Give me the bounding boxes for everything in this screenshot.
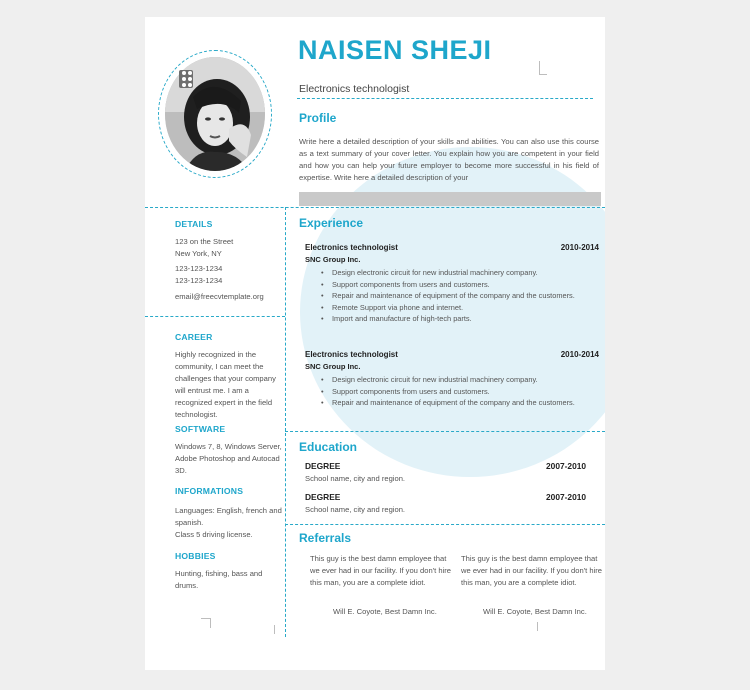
phone-1: 123-123-1234: [175, 264, 223, 273]
email: email@freecvtemplate.org: [175, 292, 264, 301]
details-heading: DETAILS: [175, 219, 213, 229]
job-company-2: SNC Group Inc.: [305, 362, 361, 371]
job-title-1: Electronics technologist: [305, 243, 398, 252]
referrals-divider: [285, 524, 605, 525]
software-heading: SOFTWARE: [175, 424, 226, 434]
informations-heading: INFORMATIONS: [175, 486, 244, 496]
referral-signature-1: Will E. Coyote, Best Damn Inc.: [333, 607, 437, 616]
languages-text: Languages: English, french and spanish.: [175, 506, 282, 527]
job-2-bullets: [321, 374, 591, 409]
column-divider: [285, 207, 286, 637]
resume-page: [145, 17, 605, 670]
job-title: Electronics technologist: [299, 83, 410, 95]
education-divider: [285, 431, 605, 432]
referral-text-1: This guy is the best damn employee that we ever had in our facility. If you don't hire this man, you are a complete idiot.: [310, 554, 452, 587]
degree-years-2: 2007-2010: [546, 492, 587, 502]
list-item: • Import and manufacture of high-tech parts.: [321, 313, 591, 325]
section-divider-top: [145, 207, 605, 208]
address-line-2: New York, NY: [175, 249, 222, 258]
career-text: Highly recognized in the community, I can meet the challenges that your company will entrust me. I am a recognized expert in the field technologist.: [175, 350, 276, 419]
list-item: • Remote Support via phone and internet.: [321, 302, 591, 314]
license-text: Class 5 driving license.: [175, 530, 253, 539]
referral-text-2: This guy is the best damn employee that we ever had in our facility. If you don't hire this man, you are a complete idiot.: [461, 554, 603, 587]
list-item: • Repair and maintenance of equipment of the company and the customers.: [321, 397, 591, 409]
profile-heading: Profile: [299, 111, 337, 125]
experience-heading: Experience: [299, 216, 364, 230]
list-item: • Design electronic circuit for new industrial machinery company.: [321, 267, 591, 279]
crop-mark: [274, 625, 275, 634]
job-title-2: Electronics technologist: [305, 350, 398, 359]
degree-years-1: 2007-2010: [546, 461, 587, 471]
crop-mark: [201, 618, 211, 628]
crop-mark: [539, 61, 547, 75]
header-divider: [297, 98, 593, 99]
job-company-1: SNC Group Inc.: [305, 255, 361, 264]
job-years-2: 2010-2014: [560, 350, 599, 359]
profile-text: Write here a detailed description of your skills and abilities. You can also use this course as a text summary of your cover letter. You explain how you are competent in your field and how you can help your future employer to become more successful in his field of expertise. Write here a detailed description of your: [299, 137, 599, 182]
list-item: • Repair and maintenance of equipment of the company and the customers.: [321, 290, 591, 302]
school-1: School name, city and region.: [305, 474, 406, 483]
software-text: Windows 7, 8, Windows Server, Adobe Photoshop and Autocad 3D.: [175, 442, 282, 475]
education-heading: Education: [299, 440, 358, 454]
hobbies-text: Hunting, fishing, bass and drums.: [175, 569, 263, 590]
drag-handle-icon[interactable]: [179, 70, 193, 88]
list-item: • Support components from users and customers.: [321, 386, 591, 398]
list-item: • Support components from users and customers.: [321, 279, 591, 291]
career-heading: CAREER: [175, 332, 213, 342]
crop-mark: [537, 622, 538, 631]
referrals-heading: Referrals: [299, 531, 352, 545]
hobbies-heading: HOBBIES: [175, 551, 216, 561]
job-1-bullets: [321, 267, 591, 325]
address-line-1: 123 on the Street: [175, 237, 234, 246]
job-years-1: 2010-2014: [560, 243, 599, 252]
referral-signature-2: Will E. Coyote, Best Damn Inc.: [483, 607, 587, 616]
degree-2: DEGREE: [305, 492, 341, 502]
school-2: School name, city and region.: [305, 505, 406, 514]
degree-1: DEGREE: [305, 461, 341, 471]
text-overflow-bar: [299, 192, 601, 206]
sidebar-divider: [145, 316, 285, 317]
list-item: • Design electronic circuit for new industrial machinery company.: [321, 374, 591, 386]
candidate-name: NAISEN SHEJI: [298, 35, 492, 65]
phone-2: 123-123-1234: [175, 276, 223, 285]
